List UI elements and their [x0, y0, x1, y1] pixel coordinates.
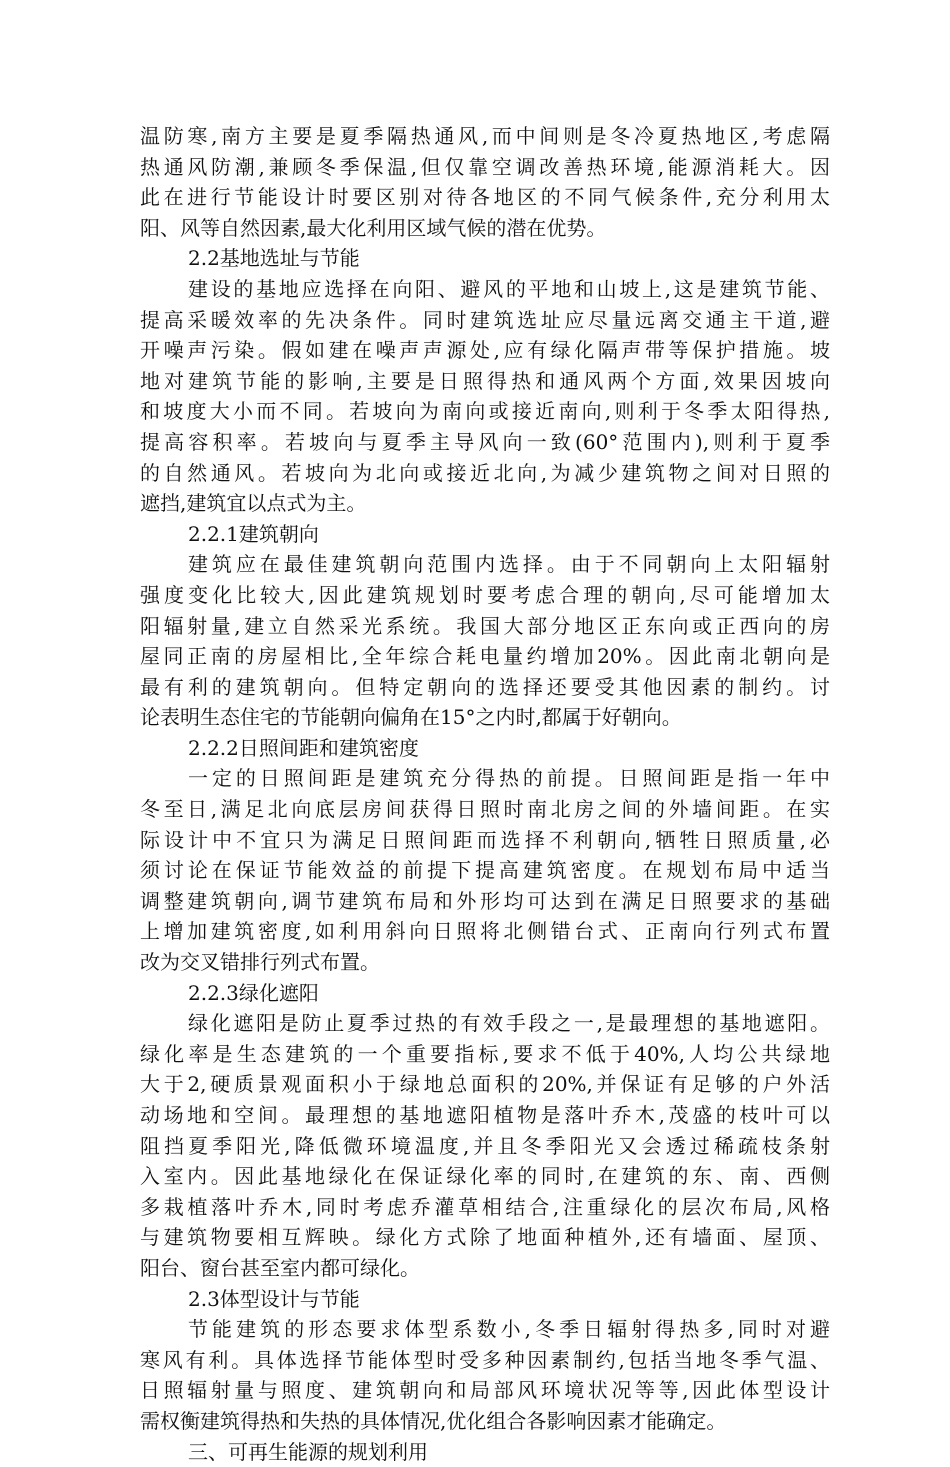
text-line: 遮挡,建筑宜以点式为主。	[140, 491, 367, 516]
text-line: 与建筑物要相互辉映。绿化方式除了地面种植外,还有墙面、屋顶、	[140, 1225, 830, 1250]
text-line: 动场地和空间。最理想的基地遮阳植物是落叶乔木,茂盛的枝叶可以	[140, 1103, 830, 1127]
text-line: 温防寒,南方主要是夏季隔热通风,而中间则是冬冷夏热地区,考虑隔	[140, 124, 830, 148]
text-line: 2.2.3绿化遮阳	[188, 980, 319, 1005]
text-line: 冬至日,满足北向底层房间获得日照时南北房之间的外墙间距。在实	[140, 797, 830, 822]
text-line: 2.3体型设计与节能	[188, 1286, 360, 1311]
text-line: 阳辐射量,建立自然采光系统。我国大部分地区正东向或正西向的房	[140, 613, 830, 638]
text-line: 际设计中不宜只为满足日照间距而选择不利朝向,牺牲日照质量,必	[140, 827, 830, 852]
text-line: 的自然通风。若坡向为北向或接近北向,为减少建筑物之间对日照的	[140, 460, 830, 485]
text-line: 此在进行节能设计时要区别对待各地区的不同气候条件,充分利用太	[140, 185, 830, 210]
text-line: 需权衡建筑得热和失热的具体情况,优化组合各影响因素才能确定。	[140, 1408, 727, 1433]
text-line: 改为交叉错排行列式布置。	[140, 950, 380, 975]
text-line: 多栽植落叶乔木,同时考虑乔灌草相结合,注重绿化的层次布局,风格	[140, 1194, 830, 1219]
text-line: 和坡度大小而不同。若坡向为南向或接近南向,则利于冬季太阳得热,	[140, 399, 830, 424]
text-line: 开噪声污染。假如建在噪声声源处,应有绿化隔声带等保护措施。坡	[140, 338, 830, 363]
text-line: 提高采暖效率的先决条件。同时建筑选址应尽量远离交通主干道,避	[140, 307, 830, 332]
text-line: 寒风有利。具体选择节能体型时受多种因素制约,包括当地冬季气温、	[140, 1347, 830, 1372]
text-line: 上增加建筑密度,如利用斜向日照将北侧错台式、正南向行列式布置	[140, 919, 830, 944]
text-line: 论表明生态住宅的节能朝向偏角在15°之内时,都属于好朝向。	[140, 705, 682, 730]
text-line: 三、可再生能源的规划利用	[188, 1439, 428, 1464]
text-line: 节能建筑的形态要求体型系数小,冬季日辐射得热多,同时对避	[188, 1317, 830, 1342]
text-line: 热通风防潮,兼顾冬季保温,但仅靠空调改善热环境,能源消耗大。因	[140, 154, 830, 179]
text-line: 阳台、窗台甚至室内都可绿化。	[140, 1255, 420, 1280]
text-line: 提高容积率。若坡向与夏季主导风向一致(60°范围内),则利于夏季	[140, 429, 830, 454]
text-line: 绿化率是生态建筑的一个重要指标,要求不低于40%,人均公共绿地	[140, 1041, 830, 1066]
text-line: 2.2.1建筑朝向	[188, 521, 319, 546]
text-line: 须讨论在保证节能效益的前提下提高建筑密度。在规划布局中适当	[140, 858, 830, 883]
text-line: 建筑应在最佳建筑朝向范围内选择。由于不同朝向上太阳辐射	[188, 552, 830, 577]
text-line: 调整建筑朝向,调节建筑布局和外形均可达到在满足日照要求的基础	[140, 888, 830, 913]
text-line: 建设的基地应选择在向阳、避风的平地和山坡上,这是建筑节能、	[188, 276, 830, 301]
text-line: 强度变化比较大,因此建筑规划时要考虑合理的朝向,尽可能增加太	[140, 582, 830, 607]
text-line: 入室内。因此基地绿化在保证绿化率的同时,在建筑的东、南、西侧	[140, 1164, 830, 1189]
text-line: 2.2基地选址与节能	[188, 246, 360, 271]
text-line: 日照辐射量与照度、建筑朝向和局部风环境状况等等,因此体型设计	[140, 1378, 830, 1403]
text-line: 阻挡夏季阳光,降低微环境温度,并且冬季阳光又会透过稀疏枝条射	[140, 1133, 830, 1158]
document-body	[140, 121, 830, 1467]
text-line: 绿化遮阳是防止夏季过热的有效手段之一,是最理想的基地遮阳。	[188, 1011, 830, 1036]
text-line: 最有利的建筑朝向。但特定朝向的选择还要受其他因素的制约。讨	[140, 674, 830, 699]
text-line: 阳、风等自然因素,最大化利用区域气候的潜在优势。	[140, 215, 607, 240]
text-line: 2.2.2日照间距和建筑密度	[188, 735, 419, 760]
text-line: 一定的日照间距是建筑充分得热的前提。日照间距是指一年中	[188, 766, 830, 791]
text-line: 大于2,硬质景观面积小于绿地总面积的20%,并保证有足够的户外活	[140, 1072, 830, 1097]
text-line: 地对建筑节能的影响,主要是日照得热和通风两个方面,效果因坡向	[140, 368, 830, 393]
text-line: 屋同正南的房屋相比,全年综合耗电量约增加20%。因此南北朝向是	[140, 644, 830, 669]
